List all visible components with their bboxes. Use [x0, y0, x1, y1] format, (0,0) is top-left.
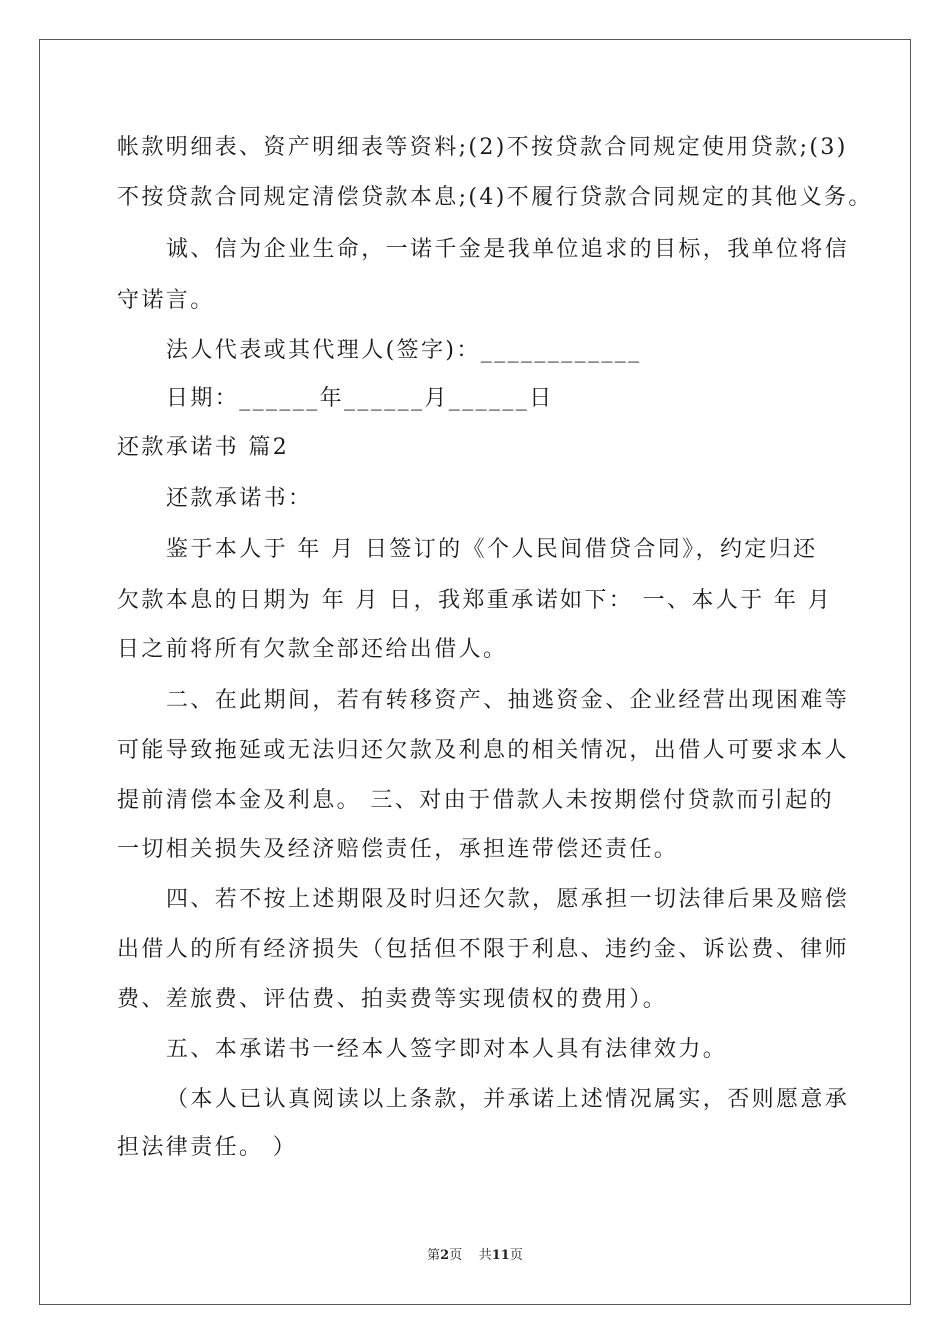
page-number: 2 [440, 1248, 450, 1263]
text-line: 鉴于本人于 年 月 日签订的《个人民间借贷合同》，约定归还 [166, 537, 818, 562]
total-prefix: 共 [478, 1248, 492, 1263]
document-title: 还款承诺书： [166, 486, 313, 511]
text-line: 诚、信为企业生命，一诺千金是我单位追求的目标，我单位将信 [166, 237, 850, 262]
section-heading: 还款承诺书 篇2 [117, 435, 290, 460]
text-line: 一切相关损失及经济赔偿责任，承担连带偿还责任。 [117, 837, 679, 862]
text-line: 不按贷款合同规定清偿贷款本息;(4)不履行贷款合同规定的其他义务。 [117, 185, 873, 210]
text-line: 出借人的所有经济损失（包括但不限于利息、违约金、诉讼费、律师 [117, 937, 850, 962]
text-line: 守诺言。 [117, 288, 215, 313]
text-line: 可能导致拖延或无法归还欠款及利息的相关情况，出借人可要求本人 [117, 738, 850, 763]
date-line: 日期：______年______月______日 [166, 386, 554, 411]
text-line: 四、若不按上述期限及时归还欠款，愿承担一切法律后果及赔偿 [166, 887, 850, 912]
text-line: 帐款明细表、资产明细表等资料;(2)不按贷款合同规定使用贷款;(3) [117, 135, 848, 160]
text-line: 日之前将所有欠款全部还给出借人。 [117, 637, 508, 662]
text-line: 五、本承诺书一经本人签字即对本人具有法律效力。 [166, 1037, 728, 1062]
text-line: （本人已认真阅读以上条款，并承诺上述情况属实，否则愿意承 [166, 1087, 850, 1112]
signature-line: 法人代表或其代理人(签字)：____________ [166, 338, 642, 363]
page-footer [0, 1247, 950, 1265]
text-line: 费、差旅费、评估费、拍卖费等实现债权的费用）。 [117, 987, 668, 1012]
total-pages: 11 [491, 1248, 510, 1263]
text-line: 担法律责任。 ） [117, 1135, 298, 1160]
total-suffix: 页 [509, 1248, 523, 1263]
page-border [39, 39, 911, 1305]
page-prefix: 第 [427, 1248, 441, 1263]
page-suffix: 页 [449, 1248, 463, 1263]
text-line: 欠款本息的日期为 年 月 日，我郑重承诺如下： 一、本人于 年 月 [117, 588, 833, 613]
text-line: 提前清偿本金及利息。 三、对由于借款人未按期偿付贷款而引起的 [117, 788, 834, 813]
text-line: 二、在此期间，若有转移资产、抽逃资金、企业经营出现困难等 [166, 688, 850, 713]
